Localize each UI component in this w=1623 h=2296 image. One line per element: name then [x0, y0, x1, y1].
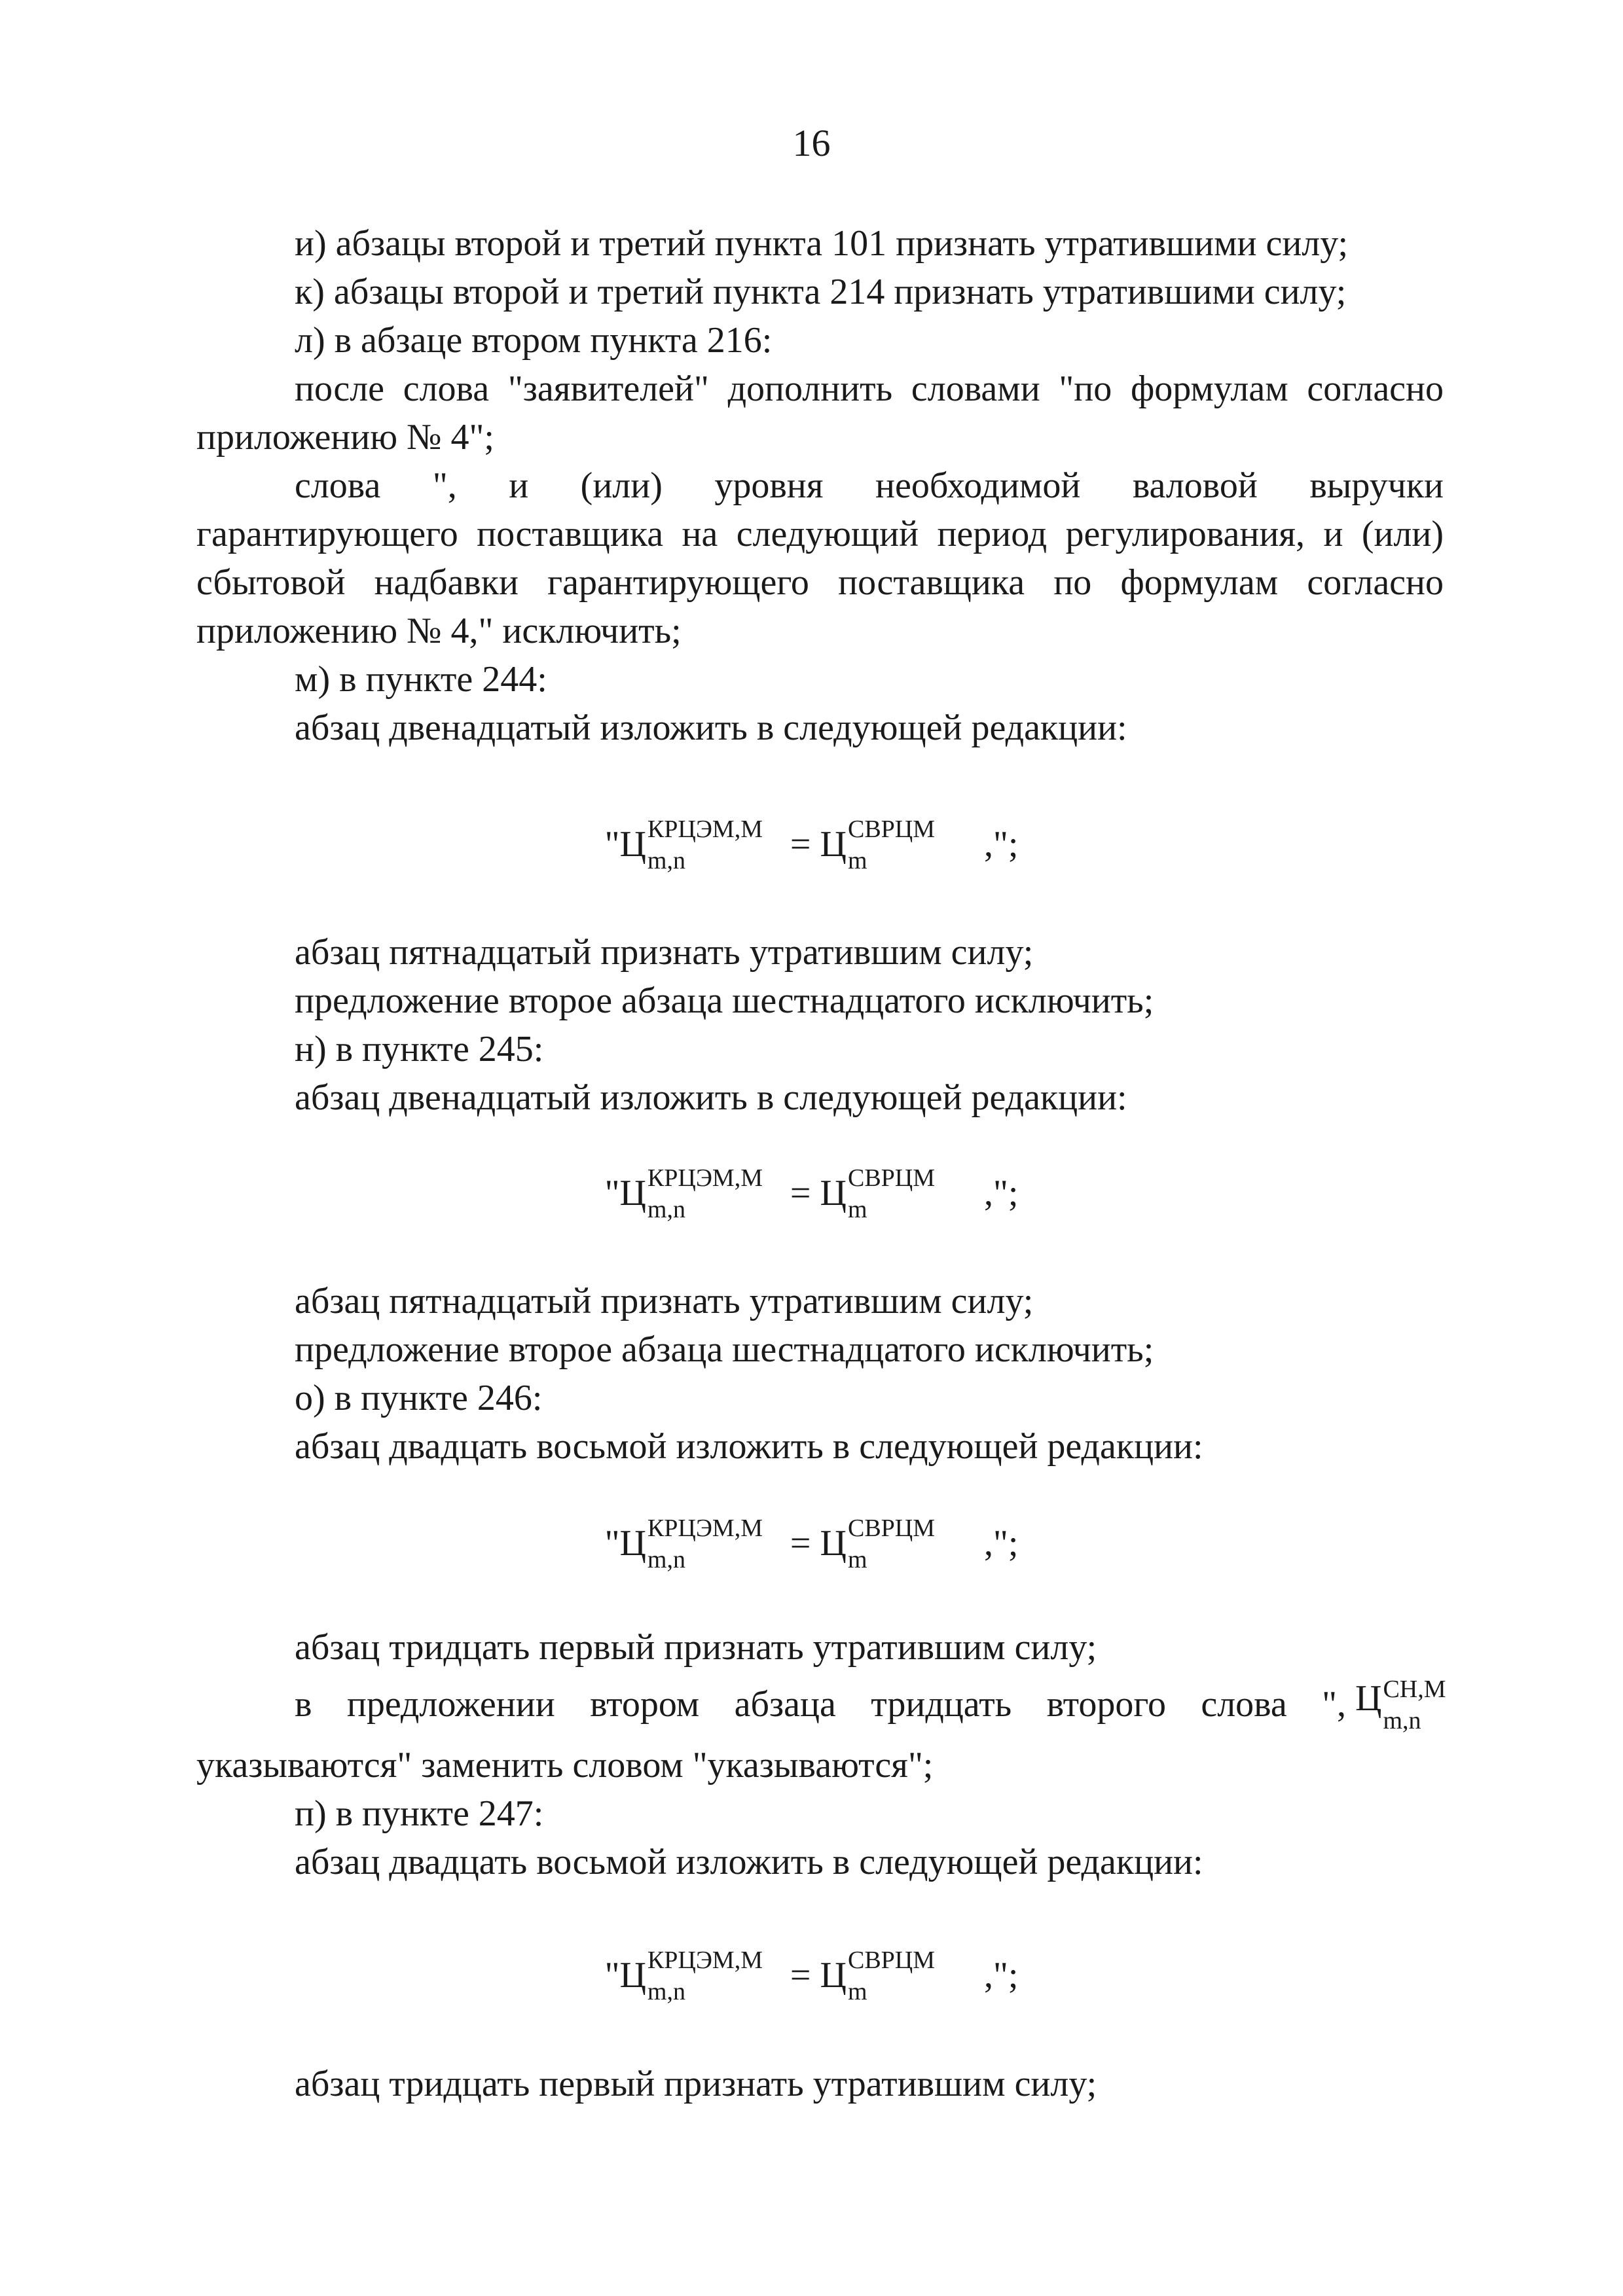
formula-lhs: Ц КРЦЭМ,М m,n: [619, 816, 763, 874]
paragraphs-block-5: [196, 2060, 1444, 2108]
formula-rhs-sup: СВРЦМ: [847, 816, 936, 843]
paragraph-o1: абзац двадцать восьмой изложить в следующей редакции:: [295, 1426, 1203, 1467]
paragraph-l: л) в абзаце втором пункта 216:: [295, 320, 773, 361]
formula-rhs-sub: m: [847, 847, 867, 874]
paragraph-p2: абзац тридцать первый признать утратившим силу;: [295, 2064, 1097, 2104]
paragraph-n: н) в пункте 245:: [295, 1029, 544, 1069]
paragraph-l2-line3: сбытовой надбавки гарантирующего поставщика по формулам согласно: [196, 562, 1444, 603]
formula-lhs: Ц КРЦЭМ,М m,n: [619, 1515, 763, 1573]
paragraph-n2: абзац пятнадцатый признать утратившим силу;: [295, 1281, 1034, 1321]
paragraph-o3-line2: указываются" заменить словом "указываются";: [196, 1745, 934, 1785]
paragraph-o2: абзац тридцать первый признать утратившим силу;: [295, 1627, 1097, 1668]
paragraph-m2: абзац пятнадцатый признать утратившим силу;: [295, 932, 1034, 973]
formula-lhs: Ц КРЦЭМ,М m,n: [619, 1946, 763, 2005]
paragraph-p1: абзац двадцать восьмой изложить в следующей редакции:: [295, 1842, 1203, 1882]
paragraphs-block-2: [196, 928, 1444, 1122]
paragraph-l2-line4: приложению № 4," исключить;: [196, 611, 682, 651]
paragraph-l1-line1: после слова "заявителей" дополнить словами "по формулам согласно: [295, 368, 1444, 409]
paragraph-i: и) абзацы второй и третий пункта 101 признать утратившими силу;: [295, 223, 1349, 264]
formula-open-quote: ": [604, 824, 620, 865]
page-number: 16: [792, 122, 831, 164]
paragraph-p: п) в пункте 247:: [295, 1793, 544, 1834]
formula-rhs: Ц СВРЦМ m: [820, 1515, 936, 1573]
formula-lhs: Ц КРЦЭМ,М m,n: [619, 1164, 763, 1223]
formula-246: "Ц КРЦЭМ,М m,n = Ц СВРЦМ m ,";: [604, 1515, 1019, 1573]
formula-rhs: Ц СВРЦМ m: [820, 1946, 936, 2005]
paragraph-m1: абзац двенадцатый изложить в следующей редакции:: [295, 708, 1127, 748]
formula-rhs: Ц СВРЦМ m: [820, 1164, 936, 1223]
paragraphs-block-4: [196, 1623, 1444, 1886]
paragraphs-block-1: [196, 219, 1444, 752]
paragraphs-block-3: [196, 1277, 1444, 1471]
formula-rhs: Ц СВРЦМ m: [820, 816, 936, 874]
paragraph-m: м) в пункте 244:: [295, 659, 547, 700]
formula-tail: ,";: [983, 824, 1019, 865]
formula-247: "Ц КРЦЭМ,М m,n = Ц СВРЦМ m ,";: [604, 1946, 1019, 2005]
formula-245: "Ц КРЦЭМ,М m,n = Ц СВРЦМ m ,";: [604, 1164, 1019, 1223]
paragraph-o: о) в пункте 246:: [295, 1378, 543, 1418]
formula-lhs-sup: КРЦЭМ,М: [647, 816, 763, 843]
formula-244: [0, 816, 1623, 874]
formula-equals: =: [790, 824, 811, 865]
paragraph-m3: предложение второе абзаца шестнадцатого исключить;: [295, 980, 1154, 1021]
formula-lhs-sub: m,n: [647, 847, 685, 874]
paragraph-n3: предложение второе абзаца шестнадцатого исключить;: [295, 1329, 1154, 1370]
paragraph-l1-line2: приложению № 4";: [196, 417, 494, 457]
inline-formula: Ц СН,М m,n: [1355, 1676, 1446, 1734]
paragraph-n1: абзац двенадцатый изложить в следующей редакции:: [295, 1077, 1127, 1118]
paragraph-l2-line1: слова ", и (или) уровня необходимой валовой выручки: [295, 465, 1444, 506]
paragraph-l2-line2: гарантирующего поставщика на следующий период регулирования, и (или): [196, 514, 1444, 554]
paragraph-o3-line1: в предложении втором абзаца тридцать второго слова ", Ц СН,М m,n: [295, 1676, 1446, 1734]
paragraph-k: к) абзацы второй и третий пункта 214 признать утратившими силу;: [295, 272, 1347, 312]
